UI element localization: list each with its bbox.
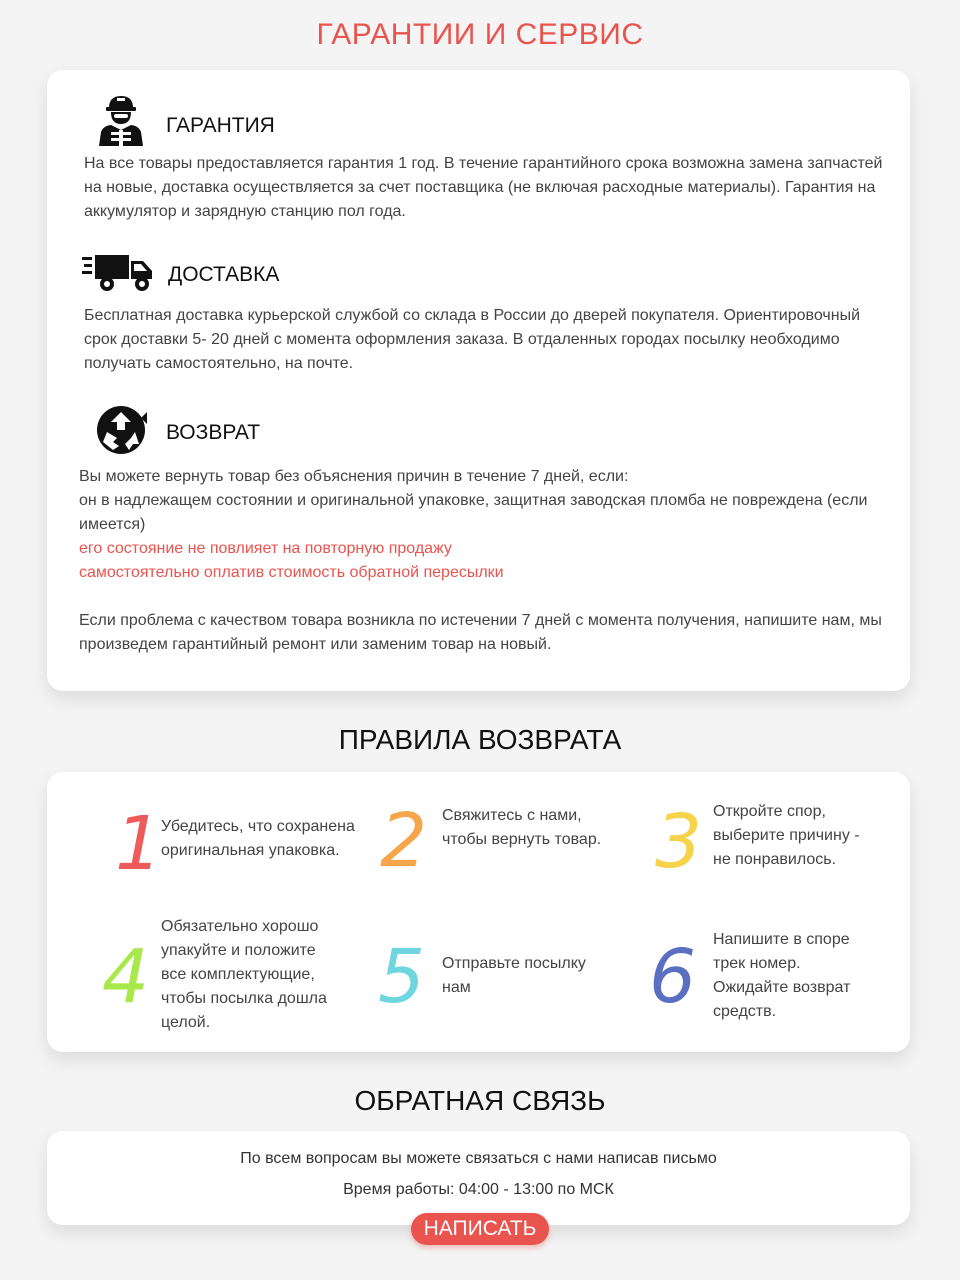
- return-text: [79, 465, 889, 657]
- rules-card: [47, 772, 910, 1052]
- contact-card: [47, 1131, 910, 1225]
- warranty-text: На все товары предоставляется гарантия 1 год. В течение гарантийного срока возможна замена запчастей на новые, доставка осуществляется за счет поставщика (не включая расходные материалы). Гарантия на аккумулятор и зарядную станцию пол года.: [84, 155, 883, 220]
- return-line-1: Вы можете вернуть товар без объяснения причин в течение 7 дней, если:: [79, 468, 629, 485]
- return-line-2: он в надлежащем состоянии и оригинальной упаковке, защитная заводская пломба не повреждена (если имеется): [79, 492, 868, 533]
- service-card: [47, 70, 910, 691]
- step-3-text: Откройте спор, выберите причину - не понравилось.: [713, 803, 860, 868]
- warranty-title: ГАРАНТИЯ: [166, 114, 275, 137]
- rules-title: ПРАВИЛА ВОЗВРАТА: [338, 724, 622, 755]
- step-3-number: 3: [655, 799, 703, 885]
- return-red-1: его состояние не повлияет на повторную продажу: [79, 540, 452, 557]
- step-6-text: Напишите в споре трек номер. Ожидайте возврат средств.: [713, 931, 851, 1020]
- delivery-title: ДОСТАВКА: [168, 263, 280, 286]
- step-1-number: 1: [115, 801, 163, 887]
- return-line-3: Если проблема с качеством товара возникла по истечении 7 дней с момента получения, напишите нам, мы произведем гарантийный ремонт или заменим товар на новый.: [79, 612, 882, 653]
- worker-icon: [95, 92, 147, 146]
- step-2-text: Свяжитесь с нами, чтобы вернуть товар.: [442, 807, 602, 848]
- write-button[interactable]: НАПИСАТЬ: [411, 1213, 549, 1245]
- contact-title: ОБРАТНАЯ СВЯЗЬ: [354, 1085, 606, 1116]
- contact-line-1: По всем вопросам вы можете связаться с нами написав письмо: [240, 1150, 717, 1167]
- step-1-text: Убедитесь, что сохранена оригинальная упаковка.: [161, 818, 355, 859]
- return-title: ВОЗВРАТ: [166, 421, 261, 444]
- page-title: ГАРАНТИИ И СЕРВИС: [316, 18, 644, 51]
- step-4-number: 4: [102, 934, 150, 1020]
- return-red-2: самостоятельно оплатив стоимость обратной пересылки: [79, 564, 504, 581]
- contact-line-2: Время работы: 04:00 - 13:00 по МСК: [343, 1181, 614, 1198]
- step-2-number: 2: [380, 798, 428, 884]
- step-5-number: 5: [378, 934, 426, 1020]
- delivery-text: Бесплатная доставка курьерской службой со склада в России до дверей покупателя. Ориентировочный срок доставки 5- 20 дней с момента оформления заказа. В отдаленных городах посылку необходимо получать самостоятельно, на почте.: [84, 307, 861, 372]
- recycle-icon: [95, 404, 147, 456]
- step-5-text: Отправьте посылку нам: [442, 955, 586, 996]
- step-4-text: Обязательно хорошо упакуйте и положите все комплектующие, чтобы посылка дошла целой.: [161, 918, 327, 1031]
- truck-icon: [82, 253, 156, 293]
- step-6-number: 6: [649, 934, 697, 1020]
